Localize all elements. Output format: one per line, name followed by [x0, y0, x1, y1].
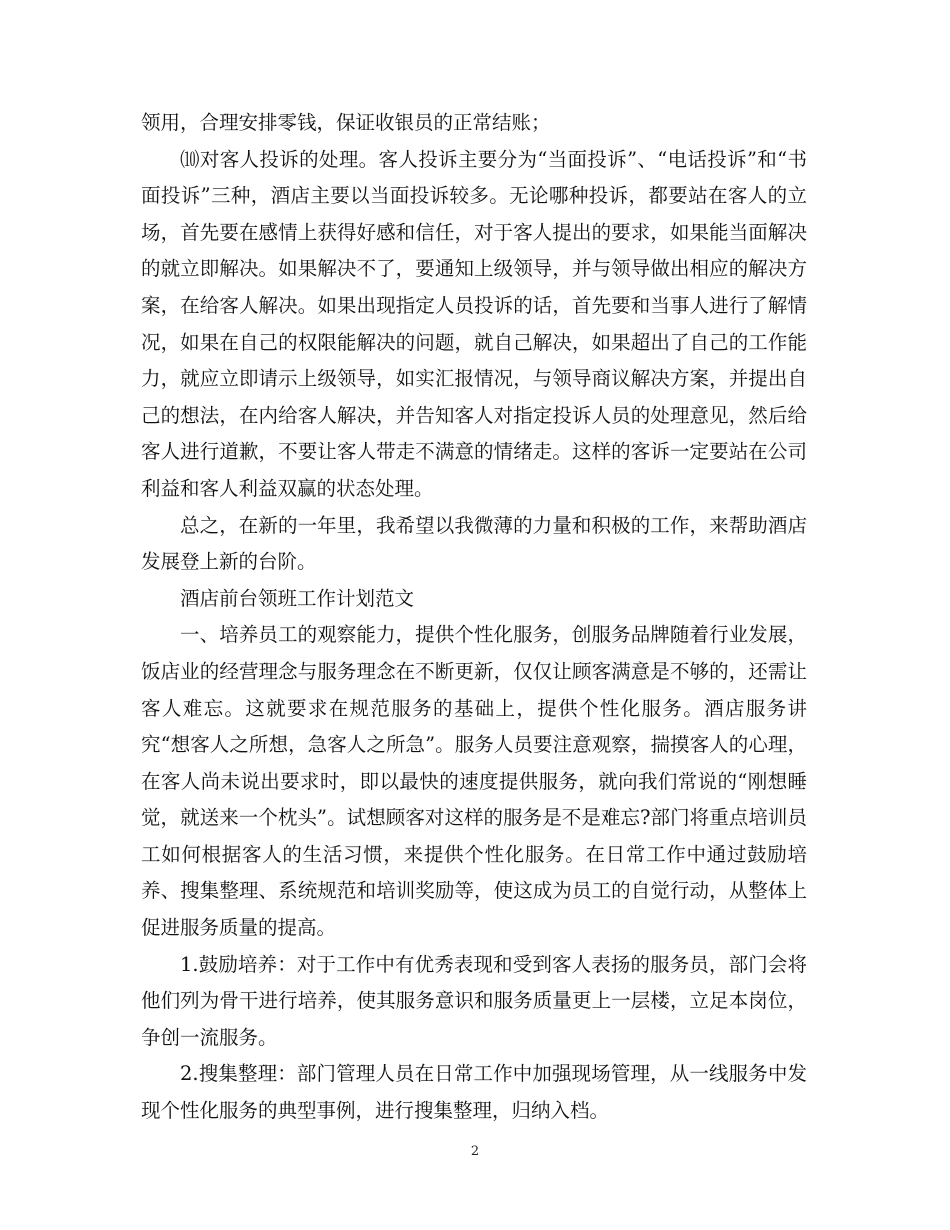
document-body — [141, 105, 807, 1130]
paragraph-1: 领用，合理安排零钱，保证收银员的正常结账； — [141, 111, 551, 134]
paragraph-2: ⑽对客人投诉的处理。客人投诉主要分为“当面投诉”、“电话投诉”和“书面投诉”三种，酒店主要以当面投诉较多。无论哪种投诉，都要站在客人的立场，首先要在感情上获得好感和信任，对于客人提出的要求，如果能当面解决的就立即解决。如果解决不了，要通知上级领导，并与领导做出相应的解决方案，在给客人解决。如果出现指定人员投诉的话，首先要和当事人进行了解情况，如果在自己的权限能解决的问题，就自己解决，如果超出了自己的工作能力，就应立即请示上级领导，如实汇报情况，与领导商议解决方案，并提出自己的想法，在内给客人解决，并告知客人对指定投诉人员的处理意见，然后给客人进行道歉，不要让客人带走不满意的情绪走。这样的客诉一定要站在公司利益和客人利益双赢的状态处理。 — [141, 147, 807, 500]
paragraph-6: 1.鼓励培养：对于工作中有优秀表现和受到客人表扬的服务员，部门会将他们列为骨干进行培养，使其服务意识和服务质量更上一层楼，立足本岗位，争创一流服务。 — [141, 952, 807, 1049]
paragraph-3: 总之，在新的一年里，我希望以我微薄的力量和积极的工作，来帮助酒店发展登上新的台阶。 — [141, 513, 807, 574]
paragraph-7: 2.搜集整理：部门管理人员在日常工作中加强现场管理，从一线服务中发现个性化服务的典型事例，进行搜集整理，归纳入档。 — [141, 1062, 807, 1123]
page-number: 2 — [470, 1144, 480, 1159]
paragraph-5: 一、培养员工的观察能力，提供个性化服务，创服务品牌随着行业发展，饭店业的经营理念与服务理念在不断更新，仅仅让顾客满意是不够的，还需让客人难忘。这就要求在规范服务的基础上，提供个性化服务。酒店服务讲究“想客人之所想，急客人之所急”。服务人员要注意观察，揣摸客人的心理，在客人尚未说出要求时，即以最快的速度提供服务，就向我们常说的“刚想睡觉，就送来一个枕头”。试想顾客对这样的服务是不是难忘?部门将重点培训员工如何根据客人的生活习惯，来提供个性化服务。在日常工作中通过鼓励培养、搜集整理、系统规范和培训奖励等，使这成为员工的自觉行动，从整体上促进服务质量的提高。 — [141, 623, 807, 940]
section-heading: 酒店前台领班工作计划范文 — [180, 586, 415, 610]
